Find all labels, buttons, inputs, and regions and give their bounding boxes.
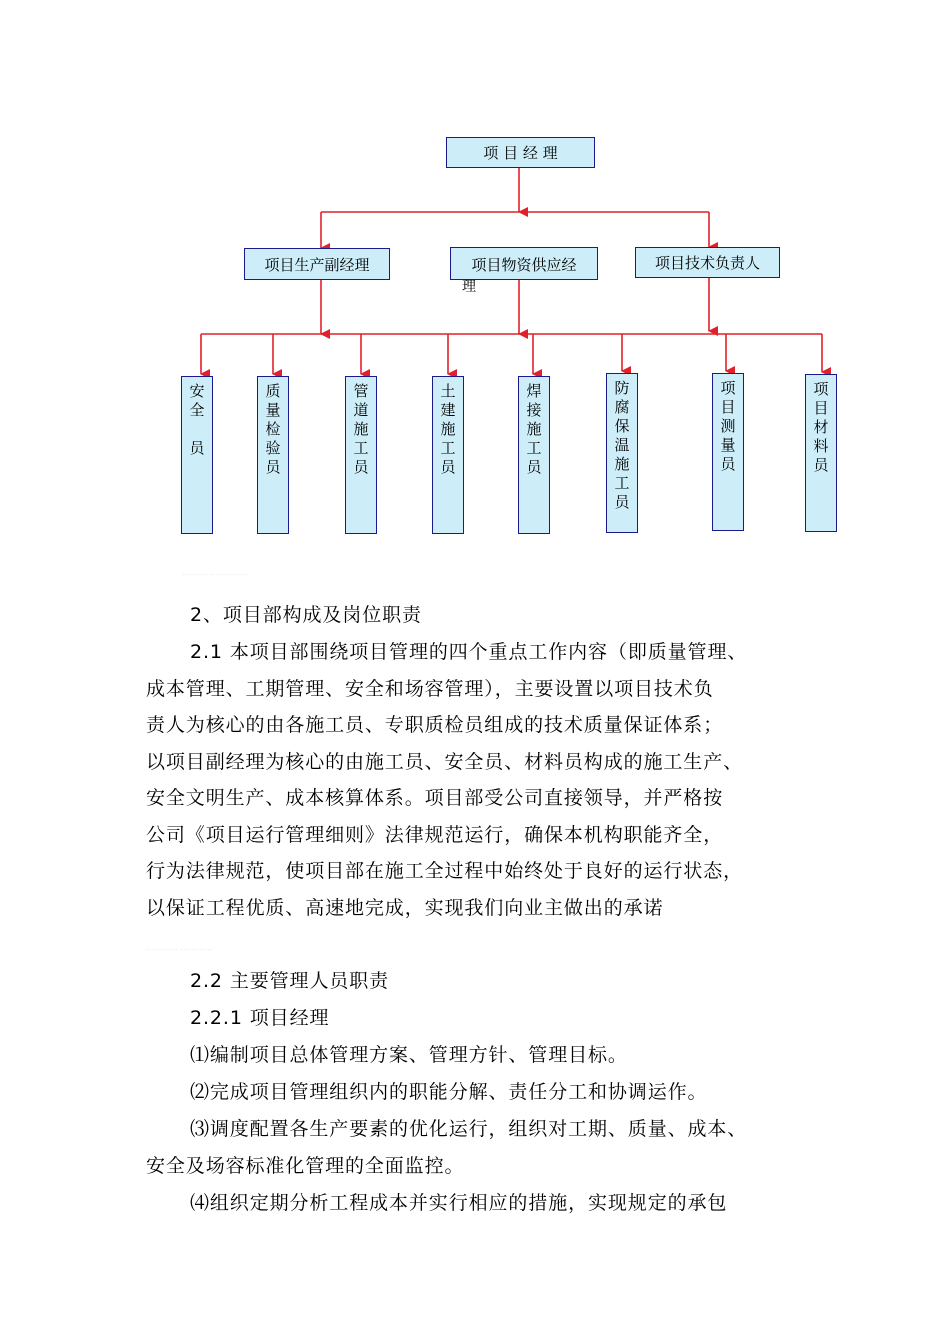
vertical-char: 道 — [353, 401, 369, 419]
p21-line-7: 行为法律规范，使项目部在施工全过程中始终处于良好的运行状态， — [146, 860, 744, 882]
item-3-cont: 安全及场容标准化管理的全面监控。 — [146, 1155, 465, 1177]
item-3: ⑶调度配置各生产要素的优化运行，组织对工期、质量、成本、 — [190, 1118, 748, 1140]
vertical-char: 目 — [813, 399, 829, 417]
vertical-char: 员 — [526, 458, 542, 476]
box-anticorrosion-insulation-officer — [606, 373, 638, 533]
faint-mark-1: ………… ………… — [182, 568, 249, 577]
vertical-char: 土 — [440, 382, 456, 400]
vertical-char: 安 — [189, 382, 205, 400]
vertical-char: 建 — [440, 401, 456, 419]
item-1: ⑴编制项目总体管理方案、管理方针、管理目标。 — [190, 1044, 628, 1066]
box-materials-supply-manager: 项目物资供应经 — [450, 247, 598, 280]
org-chart — [0, 0, 950, 560]
vertical-char: 员 — [614, 493, 630, 511]
vertical-char: 接 — [526, 401, 542, 419]
box-pipeline-construction-officer — [345, 376, 377, 534]
section-2-2-title: 2.2 主要管理人员职责 — [190, 970, 390, 992]
vertical-char: 员 — [189, 439, 205, 457]
vertical-char: 员 — [813, 456, 829, 474]
vertical-char: 质 — [265, 382, 281, 400]
vertical-char: 焊 — [526, 382, 542, 400]
vertical-char: 工 — [353, 439, 369, 457]
box-civil-construction-officer — [432, 376, 464, 534]
p21-line-1: 2.1 本项目部围绕项目管理的四个重点工作内容（即质量管理、 — [190, 641, 748, 663]
vertical-char: 测 — [720, 417, 736, 435]
vertical-char: 管 — [353, 382, 369, 400]
vertical-char: 温 — [614, 436, 630, 454]
vertical-char: 检 — [265, 420, 281, 438]
paragraph-2-1 — [146, 634, 747, 926]
box-safety-officer — [181, 376, 213, 534]
box-welding-construction-officer — [518, 376, 550, 534]
p21-line-8: 以保证工程优质、高速地完成，实现我们向业主做出的承诺 — [146, 896, 664, 919]
box-materials-officer — [805, 374, 837, 532]
vertical-char: 员 — [720, 455, 736, 473]
box-project-manager: 项 目 经 理 — [446, 137, 595, 168]
vertical-char: 防 — [614, 379, 630, 397]
vertical-char: 员 — [265, 458, 281, 476]
p21-line-5: 安全文明生产、成本核算体系。项目部受公司直接领导，并严格按 — [146, 787, 724, 809]
item-2: ⑵完成项目管理组织内的职能分解、责任分工和协调运作。 — [190, 1081, 708, 1103]
box-technical-lead: 项目技术负责人 — [635, 247, 780, 278]
vertical-char: 施 — [353, 420, 369, 438]
p21-line-3: 责人为核心的由各施工员、专职质检员组成的技术质量保证体系； — [146, 714, 724, 736]
vertical-char: 量 — [265, 401, 281, 419]
item-4: ⑷组织定期分析工程成本并实行相应的措施，实现规定的承包 — [190, 1192, 728, 1214]
vertical-char: 目 — [720, 398, 736, 416]
vertical-char: 施 — [526, 420, 542, 438]
vertical-char: 工 — [526, 439, 542, 457]
box-materials-supply-manager-overflow: 理 — [462, 279, 476, 295]
vertical-char: 量 — [720, 436, 736, 454]
vertical-char — [182, 420, 212, 439]
vertical-char: 工 — [614, 474, 630, 492]
faint-mark-2: ………… ………… — [146, 943, 213, 952]
section-2-title: 2、项目部构成及岗位职责 — [190, 604, 422, 626]
vertical-char: 施 — [440, 420, 456, 438]
section-2-2-1-title: 2.2.1 项目经理 — [190, 1007, 330, 1029]
vertical-char: 材 — [813, 418, 829, 436]
vertical-char: 员 — [353, 458, 369, 476]
vertical-char: 保 — [614, 417, 630, 435]
vertical-char: 全 — [189, 401, 205, 419]
vertical-char: 工 — [440, 439, 456, 457]
vertical-char: 施 — [614, 455, 630, 473]
box-production-deputy-manager: 项目生产副经理 — [244, 248, 390, 280]
vertical-char: 腐 — [614, 398, 630, 416]
p21-line-6: 公司《项目运行管理细则》法律规范运行，确保本机构职能齐全， — [146, 823, 724, 846]
vertical-char: 项 — [813, 380, 829, 398]
p21-line-4: 以项目副经理为核心的由施工员、安全员、材料员构成的施工生产、 — [146, 750, 744, 773]
vertical-char: 项 — [720, 379, 736, 397]
p21-line-2: 成本管理、工期管理、安全和场容管理），主要设置以项目技术负 — [146, 677, 714, 700]
vertical-char: 验 — [265, 439, 281, 457]
box-surveyor — [712, 373, 744, 531]
vertical-char: 员 — [440, 458, 456, 476]
box-quality-inspector — [257, 376, 289, 534]
vertical-char: 料 — [813, 437, 829, 455]
